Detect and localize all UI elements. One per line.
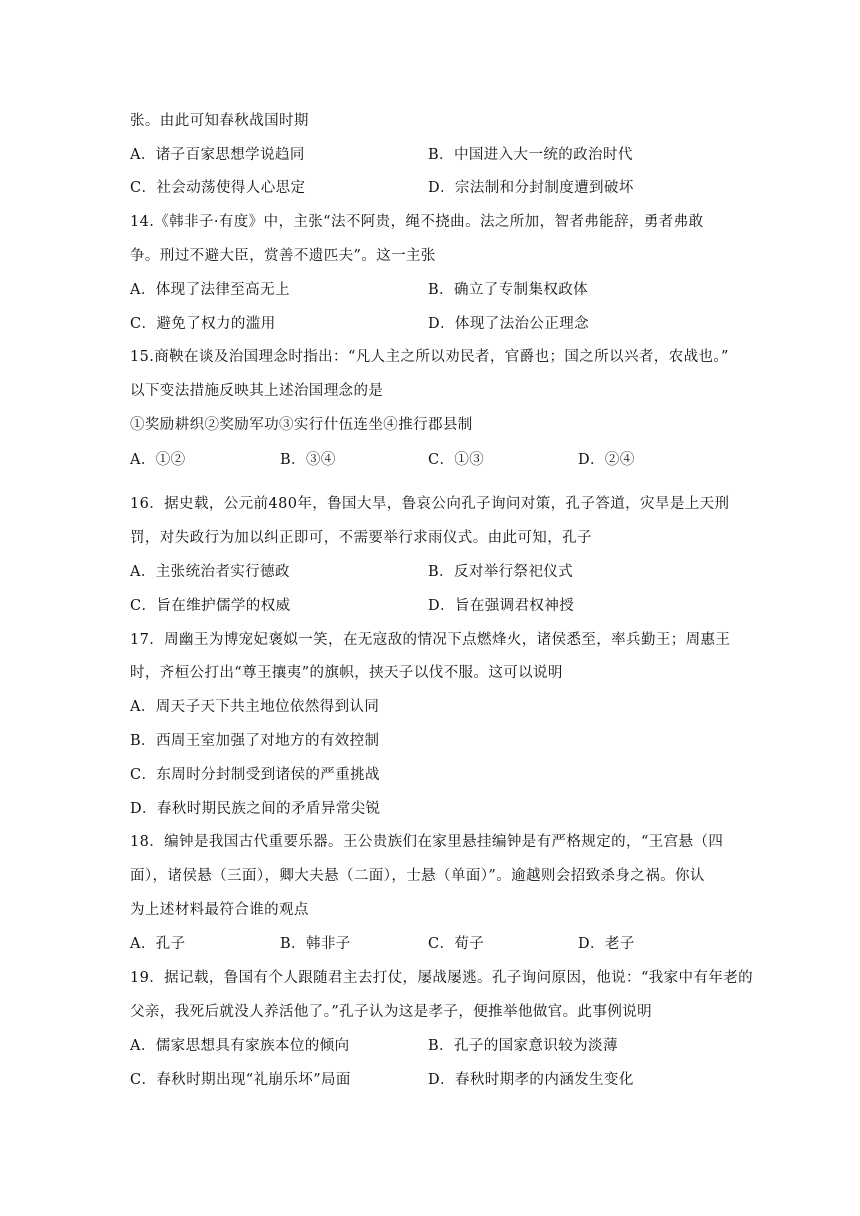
q15-stem-line1: 15.商鞅在谈及治国理念时指出：“凡人主之所以劝民者，官爵也；国之所以兴者，农战也。”	[130, 349, 729, 365]
q13-stem-end: 张。由此可知春秋战国时期	[130, 113, 309, 129]
q18-option-c: C．荀子	[428, 936, 485, 952]
q16-stem-line1: 16．据史载，公元前480年，鲁国大旱，鲁哀公向孔子询问对策，孔子答道，灾旱是上天刑	[130, 496, 730, 512]
q15-option-c: C．①③	[428, 452, 485, 468]
q14-option-a: A．体现了法律至高无上	[130, 282, 290, 298]
q19-stem-line2: 父亲，我死后就没人养活他了。”孔子认为这是孝子，便推举他做官。此事例说明	[130, 1004, 653, 1020]
q19-option-b: B．孔子的国家意识较为淡薄	[428, 1038, 618, 1054]
q17-option-d: D．春秋时期民族之间的矛盾异常尖锐	[130, 801, 381, 817]
q18-option-a: A．孔子	[130, 936, 186, 952]
q13-option-b: B．中国进入大一统的政治时代	[428, 147, 633, 163]
q13-option-a: A．诸子百家思想学说趋同	[130, 147, 305, 163]
q14-option-d: D．体现了法治公正理念	[428, 316, 590, 332]
q14-stem-line2: 争。刑过不避大臣，赏善不遗匹夫”。这一主张	[130, 248, 436, 264]
q19-option-d: D．春秋时期孝的内涵发生变化	[428, 1072, 634, 1088]
q13-option-d: D．宗法制和分封制度遭到破坏	[428, 180, 634, 196]
q16-stem-line2: 罚，对失政行为加以纠正即可，不需要举行求雨仪式。由此可知，孔子	[130, 530, 592, 546]
q17-stem-line1: 17．周幽王为博宠妃褒姒一笑，在无寇敌的情况下点燃烽火，诸侯悉至，率兵勤王；周惠王	[130, 632, 731, 648]
q14-option-c: C．避免了权力的滥用	[130, 316, 276, 332]
q19-stem-line1: 19．据记载，鲁国有个人跟随君主去打仗，屡战屡逃。孔子询问原因，他说：“我家中有年老的	[130, 970, 754, 986]
q17-option-a: A．周天子天下共主地位依然得到认同	[130, 699, 380, 715]
q18-stem-line3: 为上述材料最符合谁的观点	[130, 902, 309, 918]
q19-option-a: A．儒家思想具有家族本位的倾向	[130, 1038, 350, 1054]
q18-stem-line1: 18．编钟是我国古代重要乐器。王公贵族们在家里悬挂编钟是有严格规定的，“王宫悬（四	[130, 834, 724, 850]
q15-stem-line3: ①奖励耕织②奖励军功③实行什伍连坐④推行郡县制	[130, 417, 473, 433]
q17-stem-line2: 时，齐桓公打出“尊王攘夷”的旗帜，挟天子以伐不服。这可以说明	[130, 665, 563, 681]
q16-option-a: A．主张统治者实行德政	[130, 564, 290, 580]
q16-option-b: B．反对举行祭祀仪式	[428, 564, 574, 580]
q15-stem-line2: 以下变法措施反映其上述治国理念的是	[130, 383, 384, 399]
q13-option-c: C．社会动荡使得人心思定	[130, 180, 306, 196]
q18-stem-line2: 面），诸侯悬（三面），卿大夫悬（二面），士悬（单面）”。逾越则会招致杀身之祸。你认	[130, 868, 705, 884]
q18-option-d: D．老子	[578, 936, 635, 952]
q15-option-d: D．②④	[578, 452, 635, 468]
q16-option-c: C．旨在维护儒学的权威	[130, 598, 291, 614]
q15-option-a: A．①②	[130, 452, 186, 468]
q19-option-c: C．春秋时期出现“礼崩乐坏”局面	[130, 1072, 351, 1088]
q17-option-b: B．西周王室加强了对地方的有效控制	[130, 733, 380, 749]
q14-option-b: B．确立了专制集权政体	[428, 282, 589, 298]
q18-option-b: B．韩非子	[280, 936, 351, 952]
q14-stem-line1: 14.《韩非子·有度》中，主张“法不阿贵，绳不挠曲。法之所加，智者弗能辞，勇者弗敢	[130, 214, 704, 230]
q17-option-c: C．东周时分封制受到诸侯的严重挑战	[130, 767, 380, 783]
q15-option-b: B．③④	[280, 452, 336, 468]
q16-option-d: D．旨在强调君权神授	[428, 598, 575, 614]
